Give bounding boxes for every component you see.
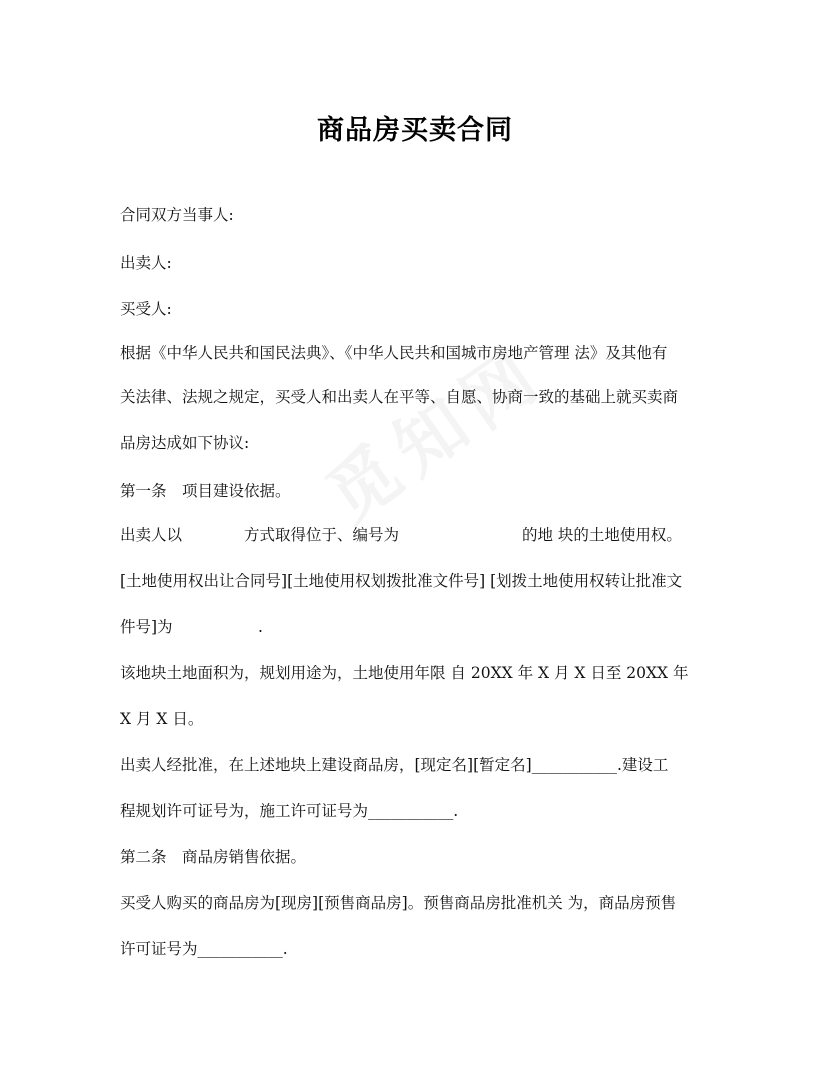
buyer-label: 买受人: — [120, 300, 172, 318]
paragraph-line: 该地块土地面积为，规划用途为，土地使用年限 自 20XX 年 X 月 X 日至 20XX 年 — [120, 664, 689, 682]
article-2-heading: 第二条 商品房销售依据。 — [120, 848, 307, 866]
paragraph-line: 出卖人经批准，在上述地块上建设商品房，[现定名][暂定名]___________.建设工 — [120, 756, 669, 774]
seller-label: 出卖人: — [120, 254, 172, 272]
line-segment: 方式取得位于、编号为 — [244, 526, 400, 544]
paragraph-line: 品房达成如下协议: — [120, 434, 250, 452]
paragraph-line: 买受人购买的商品房为[现房][预售商品房]。预售商品房批准机关 为，商品房预售 — [120, 894, 677, 912]
line-segment: 的地 块的土地使用权。 — [522, 526, 682, 544]
paragraph-line: 关法律、法规之规定，买受人和出卖人在平等、自愿、协商一致的基础上就买卖商 — [120, 388, 679, 406]
paragraph-line: 程规划许可证号为，施工许可证号为___________. — [120, 802, 459, 820]
article-1-heading: 第一条 项目建设依据。 — [120, 482, 291, 500]
paragraph-line: 许可证号为___________. — [120, 940, 288, 958]
watermark — [273, 296, 587, 553]
line-segment: 出卖人以 — [120, 526, 183, 544]
paragraph-line — [120, 616, 720, 638]
paragraph-line: 根据《中华人民共和国民法典》、《中华人民共和国城市房地产管理 法》及其他有 — [120, 344, 668, 362]
paragraph-line — [120, 524, 720, 546]
line-segment: . — [258, 618, 263, 636]
page-title: 商品房买卖合同 — [317, 115, 513, 146]
paragraph-line: [土地使用权出让合同号][土地使用权划拨批准文件号] [划拨土地使用权转让批准文 — [120, 572, 683, 590]
paragraph-line: X 月 X 日。 — [120, 710, 204, 728]
parties-heading: 合同双方当事人: — [120, 206, 234, 224]
line-segment: 件号]为 — [120, 618, 173, 636]
